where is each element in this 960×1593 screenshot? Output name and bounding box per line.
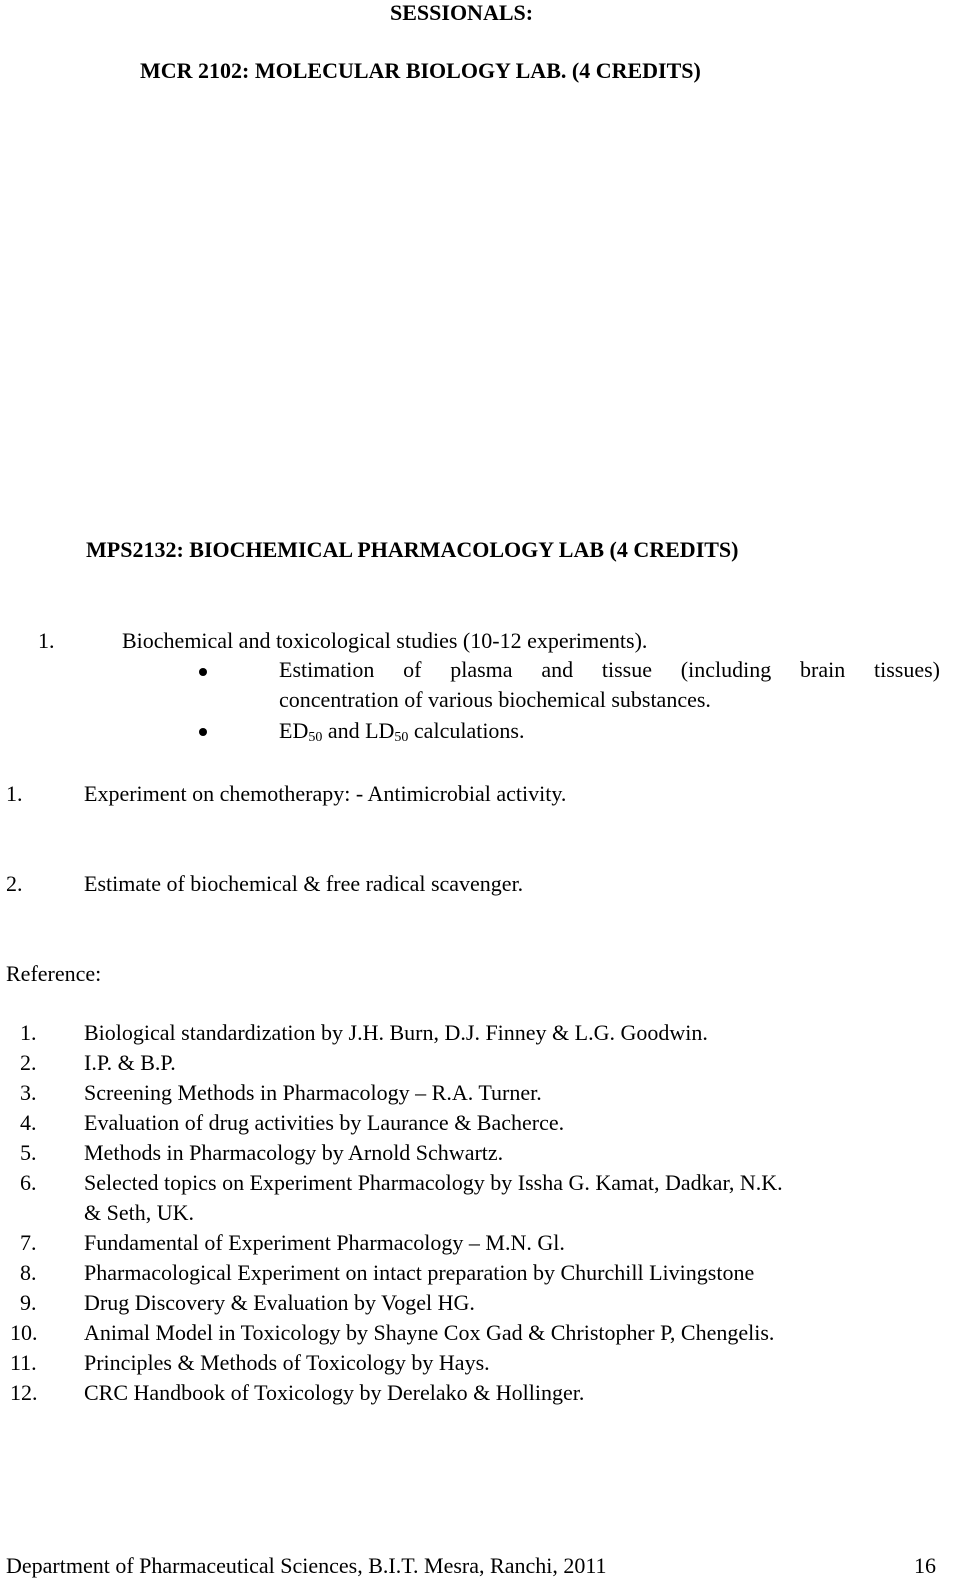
ed-subscript: 50 — [308, 730, 323, 745]
ld-subscript: 50 — [394, 730, 409, 745]
ed-ld-line — [279, 718, 525, 744]
course2-title: MPS2132: BIOCHEMICAL PHARMACOLOGY LAB (4 CREDITS) — [86, 537, 739, 562]
bullet-icon — [199, 728, 207, 736]
reference-text: Screening Methods in Pharmacology – R.A. Turner. — [84, 1080, 542, 1105]
reference-number: 10. — [10, 1320, 38, 1345]
reference-text: Fundamental of Experiment Pharmacology – M.N. Gl. — [84, 1230, 565, 1255]
page-number: 16 — [914, 1553, 936, 1578]
reference-number: 5. — [20, 1140, 37, 1165]
calculations-text: calculations. — [408, 718, 525, 743]
reference-text: Pharmacological Experiment on intact preparation by Churchill Livingstone — [84, 1260, 755, 1285]
reference-number: 12. — [10, 1380, 38, 1405]
reference-number: 6. — [20, 1170, 37, 1195]
reference-text: I.P. & B.P. — [84, 1050, 176, 1075]
reference-number: 3. — [20, 1080, 37, 1105]
reference-number: 4. — [20, 1110, 37, 1135]
reference-text: Animal Model in Toxicology by Shayne Cox Gad & Christopher P, Chengelis. — [84, 1320, 775, 1345]
course1-title: MCR 2102: MOLECULAR BIOLOGY LAB. (4 CREDITS) — [140, 58, 701, 83]
reference-number: 11. — [10, 1350, 37, 1375]
reference-text: Selected topics on Experiment Pharmacology by Issha G. Kamat, Dadkar, N.K. — [84, 1170, 783, 1195]
reference-text: Methods in Pharmacology by Arnold Schwartz. — [84, 1140, 504, 1165]
experiment-number: 1. — [6, 781, 23, 806]
experiment-text: Experiment on chemotherapy: - Antimicrobial activity. — [84, 781, 567, 806]
syllabus-item-text: Biochemical and toxicological studies (10-12 experiments). — [122, 628, 648, 653]
bullet-text-line: concentration of various biochemical substances. — [279, 687, 711, 712]
reference-number: 2. — [20, 1050, 37, 1075]
experiment-text: Estimate of biochemical & free radical scavenger. — [84, 871, 524, 896]
and-ld-text: and LD — [322, 718, 395, 743]
syllabus-item-number: 1. — [38, 628, 55, 653]
reference-number: 9. — [20, 1290, 37, 1315]
reference-text-continued: & Seth, UK. — [84, 1200, 194, 1225]
sessionals-heading: SESSIONALS: — [390, 0, 534, 25]
reference-number: 1. — [20, 1020, 37, 1045]
reference-text: Evaluation of drug activities by Laurance & Bacherce. — [84, 1110, 565, 1135]
ed-text: ED — [279, 718, 309, 743]
reference-label: Reference: — [6, 961, 102, 986]
bullet-icon — [199, 668, 207, 676]
reference-number: 7. — [20, 1230, 37, 1255]
reference-text: CRC Handbook of Toxicology by Derelako & Hollinger. — [84, 1380, 585, 1405]
reference-text: Drug Discovery & Evaluation by Vogel HG. — [84, 1290, 475, 1315]
bullet-text-line: Estimation of plasma and tissue (including brain tissues) — [279, 657, 940, 682]
experiment-number: 2. — [6, 871, 23, 896]
reference-text: Biological standardization by J.H. Burn, D.J. Finney & L.G. Goodwin. — [84, 1020, 708, 1045]
footer-department: Department of Pharmaceutical Sciences, B.I.T. Mesra, Ranchi, 2011 — [6, 1553, 607, 1578]
reference-number: 8. — [20, 1260, 37, 1285]
reference-text: Principles & Methods of Toxicology by Hays. — [84, 1350, 490, 1375]
